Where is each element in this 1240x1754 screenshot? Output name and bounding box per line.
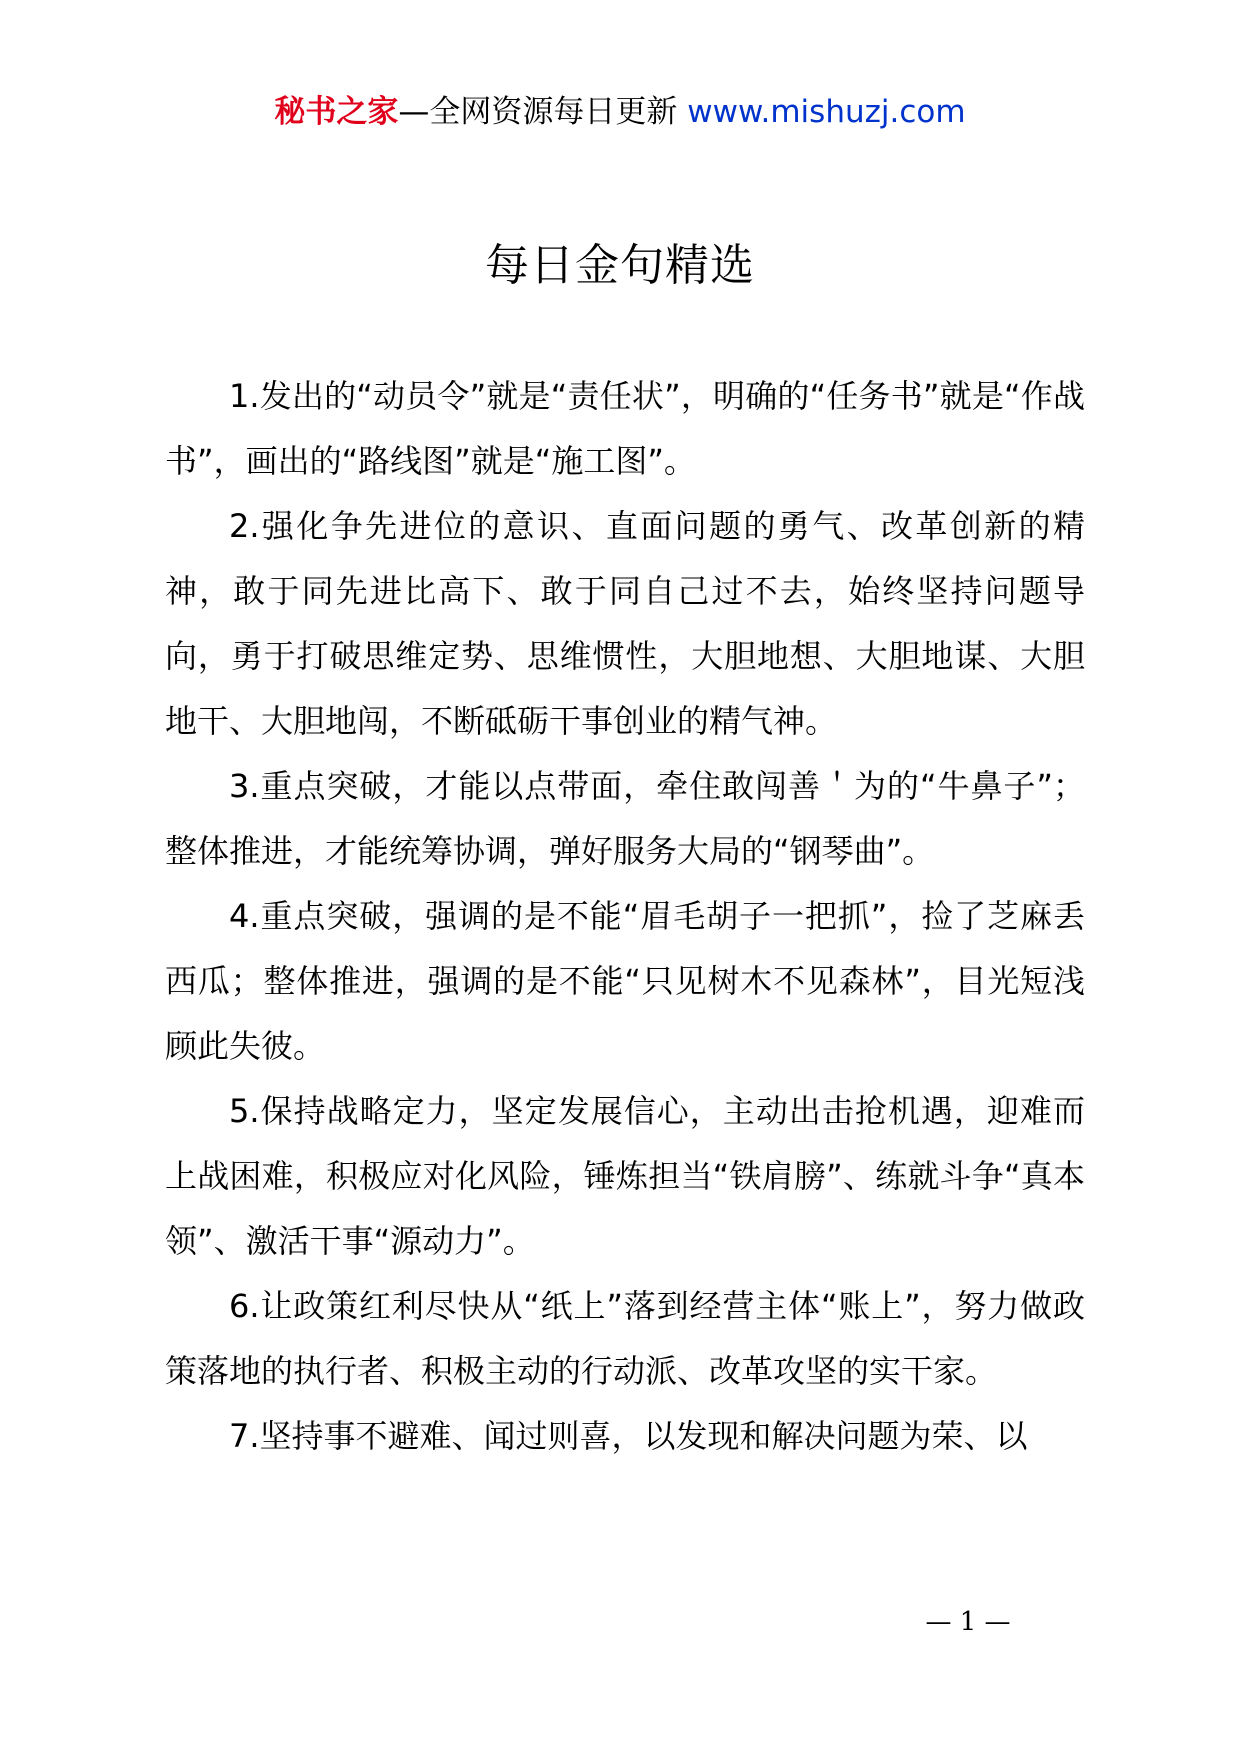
quote-paragraph-2: 2.强化争先进位的意识、直面问题的勇气、改革创新的精神，敢于同先进比高下、敢于同自己过不去，始终坚持问题导向，勇于打破思维定势、思维惯性，大胆地想、大胆地谋、大胆地干、大胆地闯，不断砥砺干事创业的精气神。 bbox=[165, 507, 1085, 740]
quote-paragraph-3: 3.重点突破，才能以点带面，牵住敢闯善＇为的“牛鼻子”；整体推进，才能统筹协调，弹好服务大局的“钢琴曲”。 bbox=[165, 767, 1085, 870]
quote-paragraph-4: 4.重点突破，强调的是不能“眉毛胡子一把抓”，捡了芝麻丢西瓜；整体推进，强调的是不能“只见树木不见森林”，目光短浅顾此失彼。 bbox=[165, 897, 1085, 1065]
site-header bbox=[0, 90, 1240, 134]
document-body bbox=[165, 364, 1085, 1469]
quote-paragraph-1: 1.发出的“动员令”就是“责任状”，明确的“任务书”就是“作战书”，画出的“路线图”就是“施工图”。 bbox=[165, 377, 1085, 480]
quote-paragraph-7: 7.坚持事不避难、闻过则喜，以发现和解决问题为荣、以 bbox=[229, 1417, 1028, 1455]
brand-name: 秘书之家 bbox=[274, 94, 399, 130]
page-footer bbox=[0, 1604, 1240, 1640]
page-number: — 1 — bbox=[925, 1607, 1011, 1637]
document-title: 每日金句精选 bbox=[485, 240, 755, 291]
quote-paragraph-5: 5.保持战略定力，坚定发展信心，主动出击抢机遇，迎难而上战困难，积极应对化风险，锤炼担当“铁肩膀”、练就斗争“真本领”、激活干事“源动力”。 bbox=[165, 1092, 1085, 1260]
site-url-link[interactable]: www.mishuzj.com bbox=[687, 94, 966, 130]
site-tagline: —全网资源每日更新 bbox=[398, 94, 688, 130]
quote-paragraph-6: 6.让政策红利尽快从“纸上”落到经营主体“账上”，努力做政策落地的执行者、积极主动的行动派、改革攻坚的实干家。 bbox=[165, 1287, 1085, 1390]
